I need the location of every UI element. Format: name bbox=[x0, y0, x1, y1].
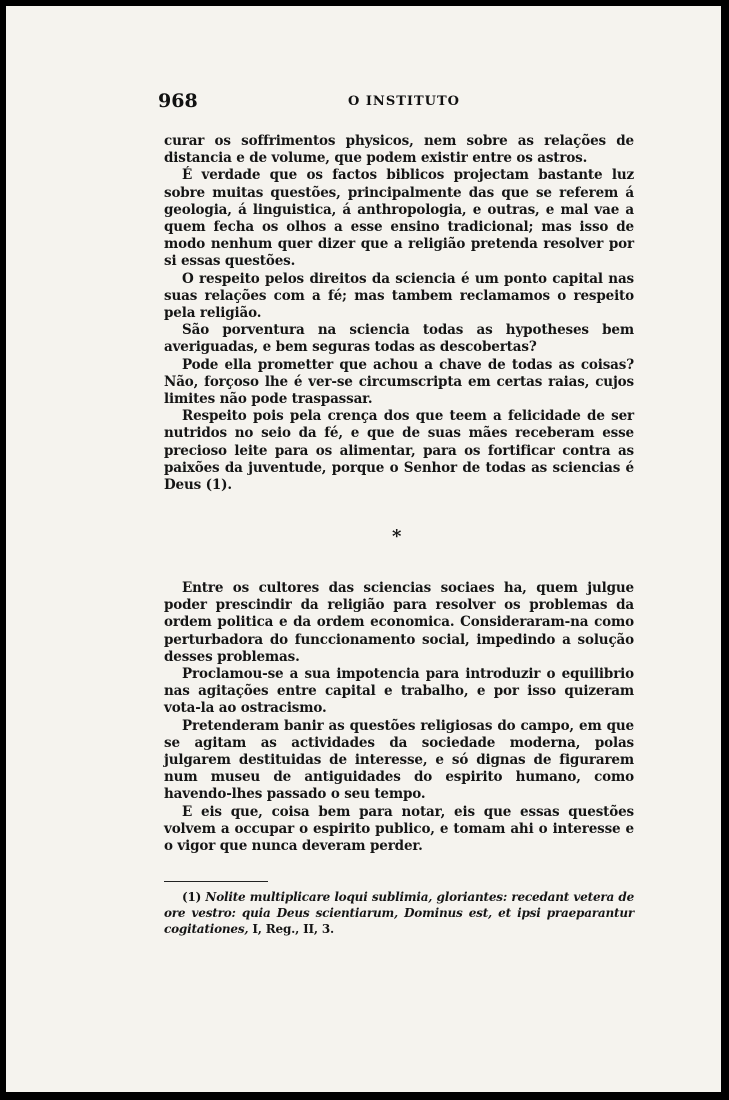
paragraph: É verdade que os factos biblicos projectam bastante luz sobre muitas questões, principalmente das que se referem á geologia, á linguistica, á anthropologia, e outras, e mal vae a quem fecha os olhos a esse ensino tradicional; mas isso de modo nenhum quer dizer que a religião pretenda resolver por si essas questões. bbox=[164, 167, 634, 270]
paragraph: Entre os cultores das sciencias sociaes ha, quem julgue poder prescindir da religião para resolver os problemas da ordem politica e da ordem economica. Consideraram-na como perturbadora do funccionamento social, impedindo a solução desses problemas. bbox=[164, 580, 634, 665]
section-separator: * bbox=[392, 526, 402, 547]
text-section-2 bbox=[164, 580, 634, 855]
paragraph: E eis que, coisa bem para notar, eis que essas questões volvem a occupar o espirito publico, e tomam ahi o interesse e o vigor que nunca deveram perder. bbox=[164, 803, 634, 855]
paragraph: Respeito pois pela crença dos que teem a felicidade de ser nutridos no seio da fé, e que de suas mães receberam esse precioso leite para os alimentar, para os fortificar contra as paixões da juventude, porque o Senhor de todas as sciencias é Deus (1). bbox=[164, 408, 634, 494]
footnote-latin-quote: Nolite multiplicare loqui sublimia, gloriantes: recedant vetera de ore vestro: quia Deus scientiarum, Dominus est, et ipsi praeparantur cogitationes, bbox=[164, 890, 635, 936]
paragraph: São porventura na sciencia todas as hypotheses bem averiguadas, e bem seguras todas as descobertas? bbox=[164, 322, 634, 356]
paragraph: O respeito pelos direitos da sciencia é um ponto capital nas suas relações com a fé; mas tambem reclamamos o respeito pela religião. bbox=[164, 270, 634, 322]
text-section-1 bbox=[164, 133, 634, 494]
footnote-rule bbox=[164, 881, 268, 882]
footnote bbox=[164, 889, 634, 937]
paragraph: Pode ella prometter que achou a chave de todas as coisas? Não, forçoso lhe é ver-se circumscripta em certas raias, cujos limites não pode traspassar. bbox=[164, 356, 634, 408]
footnote-marker: (1) bbox=[182, 890, 202, 904]
page-number: 968 bbox=[158, 90, 198, 112]
page-header bbox=[158, 90, 635, 116]
paragraph: curar os soffrimentos physicos, nem sobre as relações de distancia e de volume, que podem existir entre os astros. bbox=[164, 133, 634, 167]
footnote-reference: I, Reg., II, 3. bbox=[252, 922, 334, 936]
paragraph: Proclamou-se a sua impotencia para introduzir o equilibrio nas agitações entre capital e trabalho, e por isso quizeram vota-la ao ostracismo. bbox=[164, 666, 634, 717]
running-title: O INSTITUTO bbox=[348, 94, 460, 109]
paragraph: Pretenderam banir as questões religiosas do campo, em que se agitam as actividades da sociedade moderna, polas julgarem destituidas de interesse, e só dignas de figurarem num museu de antiguidades do espirito humano, como havendo-lhes passado o seu tempo. bbox=[164, 717, 634, 803]
book-page bbox=[6, 6, 721, 1092]
